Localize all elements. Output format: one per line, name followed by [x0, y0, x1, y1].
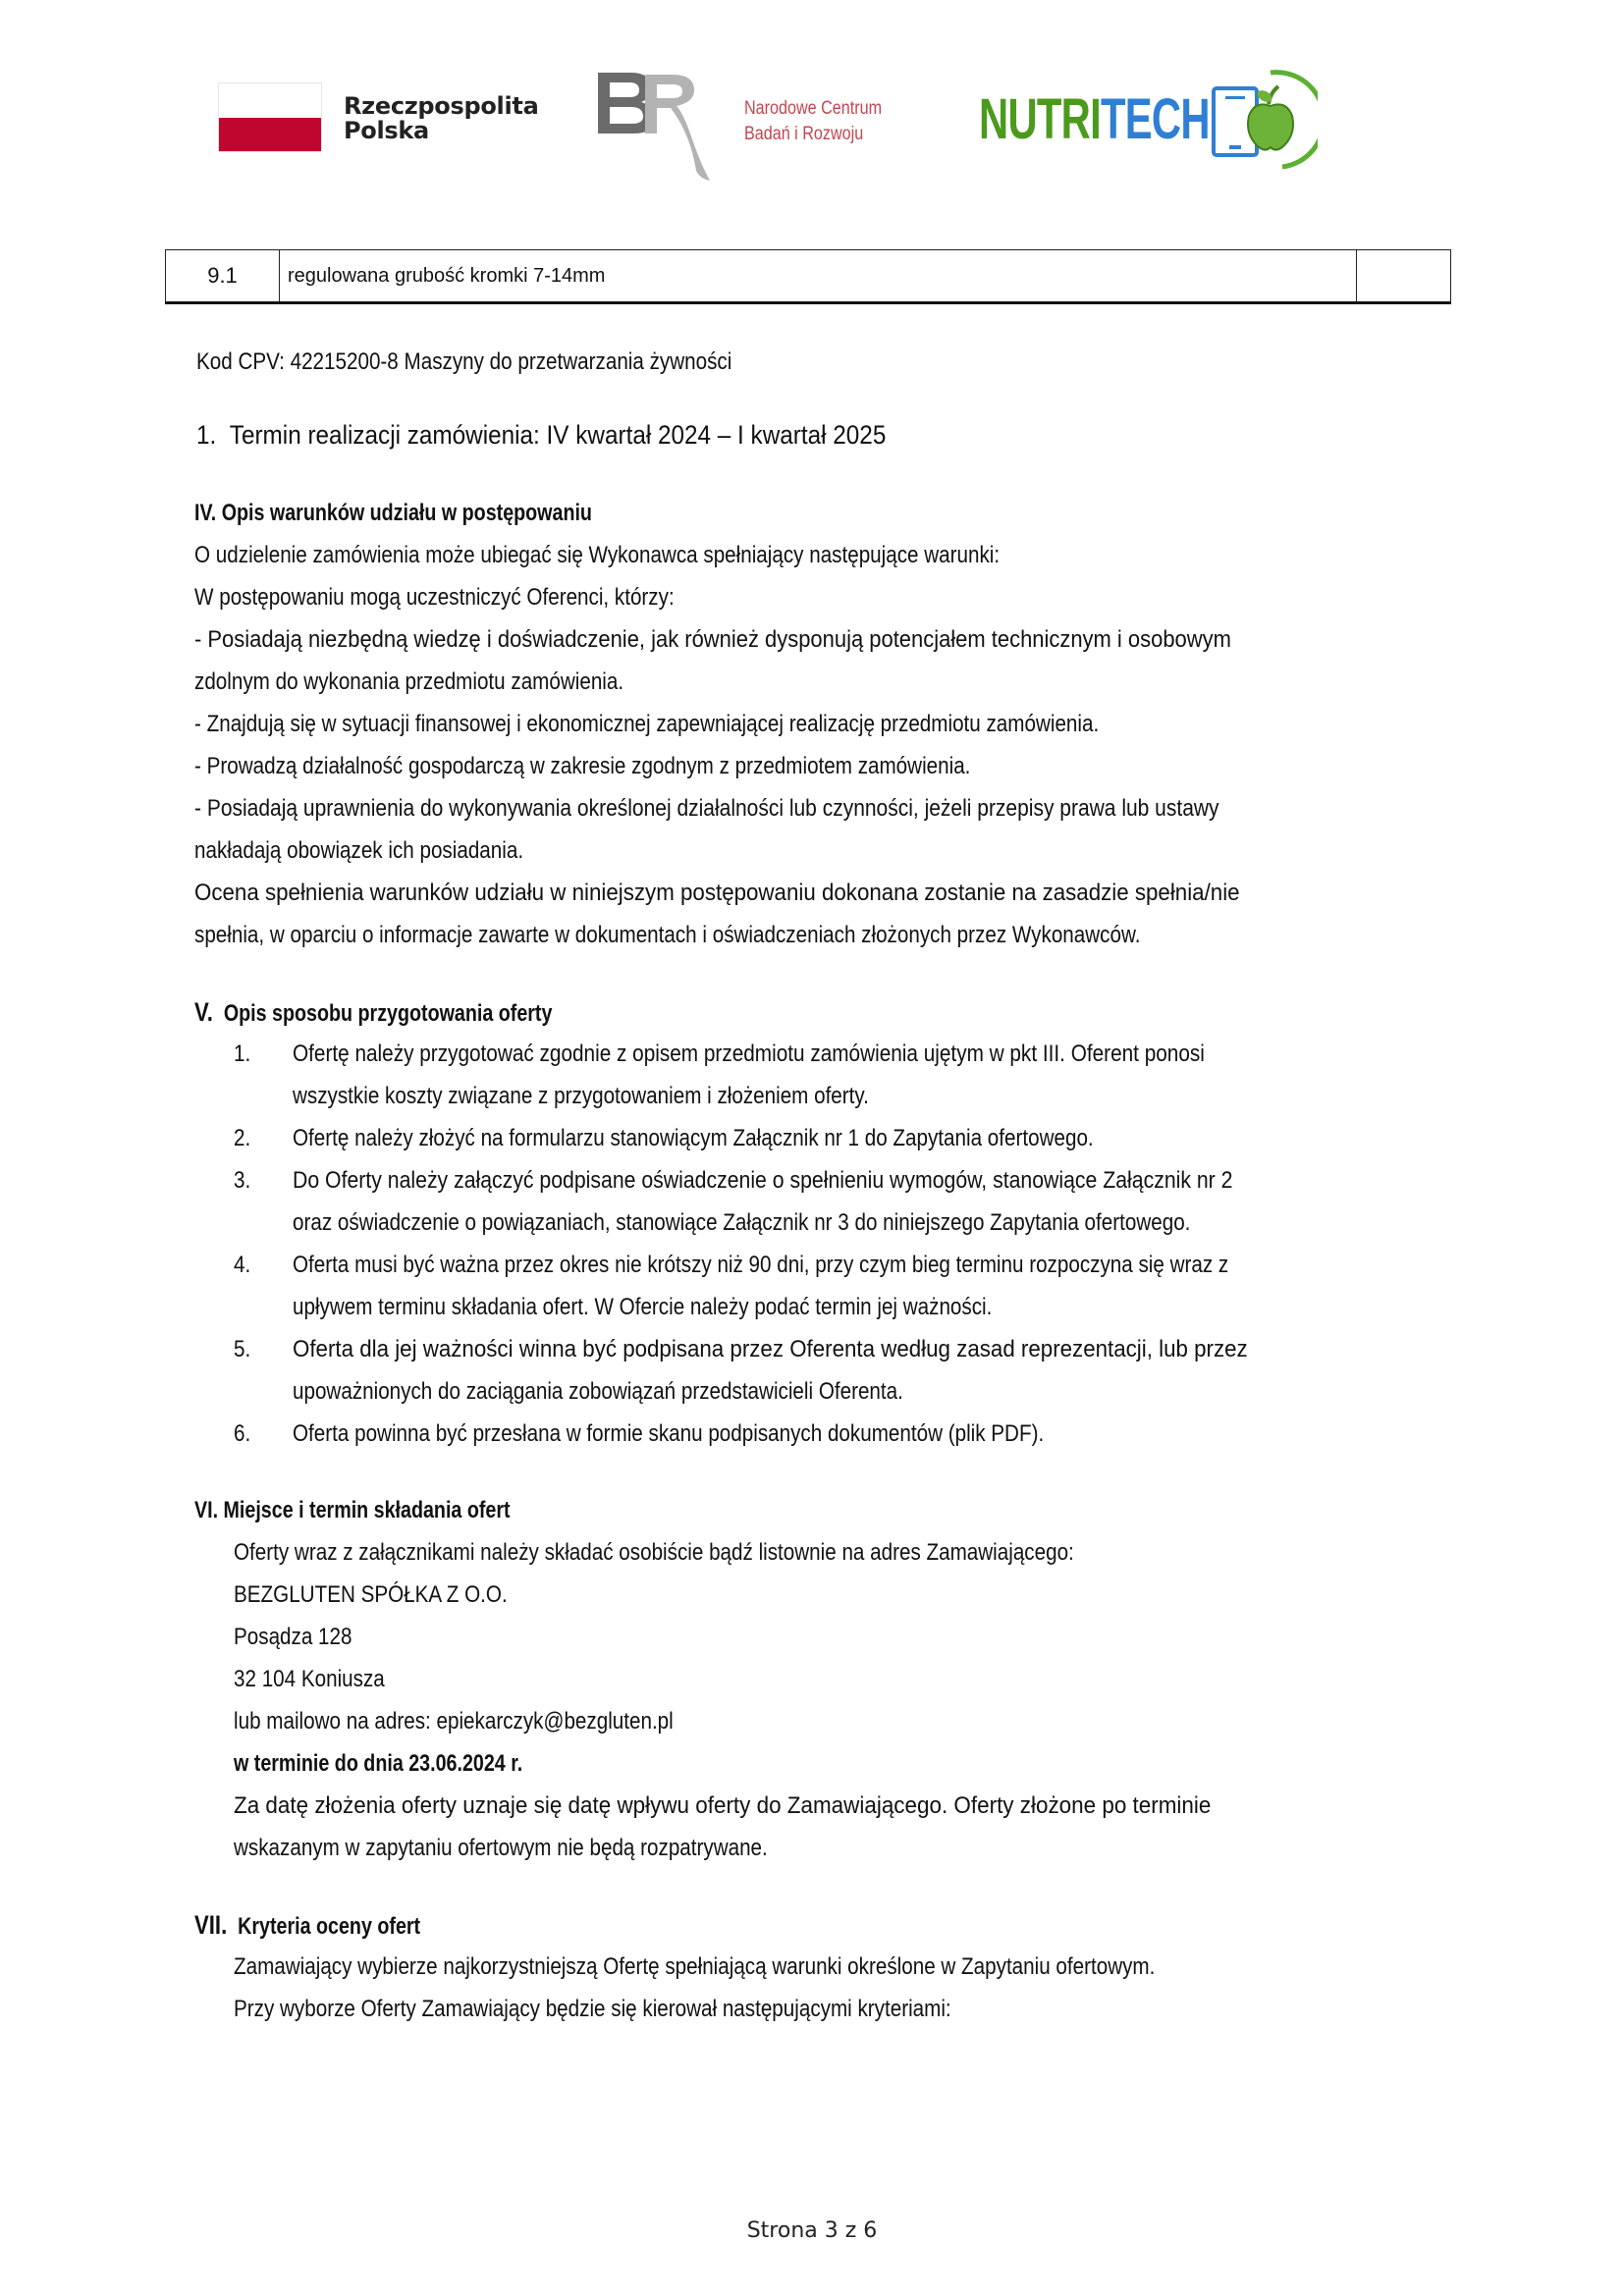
- rp-logo-text: Rzeczpospolita Polska: [344, 92, 539, 144]
- section-iv-line: W postępowaniu mogą uczestniczyć Oferenci, którzy:: [194, 584, 675, 611]
- section-vi-note: wskazanym w zapytaniu ofertowym nie będą rozpatrywane.: [234, 1835, 768, 1861]
- section-iv-line: - Prowadzą działalność gospodarczą w zakresie zgodnym z przedmiotem zamówienia.: [194, 753, 971, 779]
- section-iv-line: - Posiadają niezbędną wiedzę i doświadczenie, jak również dysponują potencjałem technicznym i osobowym: [194, 626, 1231, 653]
- list-item: Ofertę należy przygotować zgodnie z opisem przedmiotu zamówienia ujętym w pkt III. Oferent ponosi: [293, 1041, 1205, 1067]
- section-vii-heading: VII. Kryteria oceny ofert: [194, 1910, 421, 1940]
- phone-apple-icon: [1210, 65, 1318, 173]
- list-item: oraz oświadczenie o powiązaniach, stanowiące Załącznik nr 3 do niniejszego Zapytania ofertowego.: [293, 1209, 1191, 1236]
- section-iv-line: Ocena spełnienia warunków udziału w niniejszym postępowaniu dokonana zostanie na zasadzie spełnia/nie: [194, 880, 1240, 906]
- realization-term: 1. Termin realizacji zamówienia: IV kwartał 2024 – I kwartał 2025: [196, 420, 887, 450]
- submission-deadline: w terminie do dnia 23.06.2024 r.: [234, 1750, 523, 1777]
- section-iv-line: - Posiadają uprawnienia do wykonywania określonej działalności lub czynności, jeżeli przepisy prawa lub ustawy: [194, 795, 1219, 822]
- list-item: wszystkie koszty związane z przygotowaniem i złożeniem oferty.: [293, 1083, 869, 1109]
- page-number: Strona 3 z 6: [746, 2218, 878, 2243]
- nutritech-logo-text: NUTRITECH: [979, 87, 1210, 151]
- list-item-number: 1.: [234, 1041, 251, 1067]
- list-item-number: 6.: [234, 1420, 251, 1447]
- section-iv-line: O udzielenie zamówienia może ubiegać się Wykonawca spełniający następujące warunki:: [194, 542, 1001, 568]
- row-description: regulowana grubość kromki 7-14mm: [280, 250, 1357, 303]
- list-item-number: 5.: [234, 1336, 251, 1362]
- section-iv-line: - Znajdują się w sytuacji finansowej i ekonomicznej zapewniającej realizację przedmiotu zamówienia.: [194, 711, 1100, 737]
- row-number: 9.1: [166, 250, 280, 303]
- ncbr-logo-text: Narodowe Centrum Badań i Rozwoju: [744, 98, 883, 144]
- section-iv-heading: IV. Opis warunków udziału w postępowaniu: [194, 500, 592, 526]
- polish-flag-icon: [218, 82, 322, 152]
- spec-table: [165, 249, 1451, 304]
- section-vi-note: Za datę złożenia oferty uznaje się datę wpływu oferty do Zamawiającego. Oferty złożone po terminie: [234, 1792, 1212, 1819]
- ncbr-logo-icon: [594, 65, 751, 183]
- section-vi-heading: VI. Miejsce i termin składania ofert: [194, 1497, 511, 1523]
- section-vi-intro: Oferty wraz z załącznikami należy składać osobiście bądź listownie na adres Zamawiającego:: [234, 1539, 1074, 1566]
- list-item: upoważnionych do zaciągania zobowiązań przedstawicieli Oferenta.: [293, 1378, 903, 1405]
- list-item-number: 3.: [234, 1167, 251, 1194]
- section-vii-line: Zamawiający wybierze najkorzystniejszą Ofertę spełniającą warunki określone w Zapytaniu ofertowym.: [234, 1953, 1156, 1980]
- row-value: [1357, 250, 1451, 303]
- section-iv-line: zdolnym do wykonania przedmiotu zamówienia.: [194, 668, 624, 695]
- email-line: lub mailowo na adres: epiekarczyk@bezgluten.pl: [234, 1708, 674, 1735]
- section-iv-line: spełnia, w oparciu o informacje zawarte w dokumentach i oświadczeniach złożonych przez Wykonawców.: [194, 922, 1141, 948]
- list-item-number: 4.: [234, 1252, 251, 1278]
- company-name: BEZGLUTEN SPÓŁKA Z O.O.: [234, 1581, 508, 1608]
- cpv-code: Kod CPV: 42215200-8 Maszyny do przetwarzania żywności: [196, 348, 732, 375]
- table-row: [166, 250, 1451, 303]
- street-address: Posądza 128: [234, 1624, 352, 1650]
- section-vii-line: Przy wyborze Oferty Zamawiający będzie się kierował następującymi kryteriami:: [234, 1996, 951, 2022]
- list-item: Do Oferty należy załączyć podpisane oświadczenie o spełnieniu wymogów, stanowiące Załącznik nr 2: [293, 1167, 1233, 1194]
- list-item-number: 2.: [234, 1125, 251, 1151]
- city-address: 32 104 Koniusza: [234, 1666, 385, 1692]
- list-item: Ofertę należy złożyć na formularzu stanowiącym Załącznik nr 1 do Zapytania ofertowego.: [293, 1125, 1094, 1151]
- list-item: Oferta powinna być przesłana w formie skanu podpisanych dokumentów (plik PDF).: [293, 1420, 1045, 1447]
- section-v-heading: V. Opis sposobu przygotowania oferty: [194, 997, 553, 1027]
- list-item: Oferta musi być ważna przez okres nie krótszy niż 90 dni, przy czym bieg terminu rozpoczyna się wraz z: [293, 1252, 1229, 1278]
- list-item: upływem terminu składania ofert. W Ofercie należy podać termin jej ważności.: [293, 1294, 993, 1320]
- list-item: Oferta dla jej ważności winna być podpisana przez Oferenta według zasad reprezentacji, lub przez: [293, 1336, 1248, 1362]
- section-iv-line: nakładają obowiązek ich posiadania.: [194, 837, 524, 864]
